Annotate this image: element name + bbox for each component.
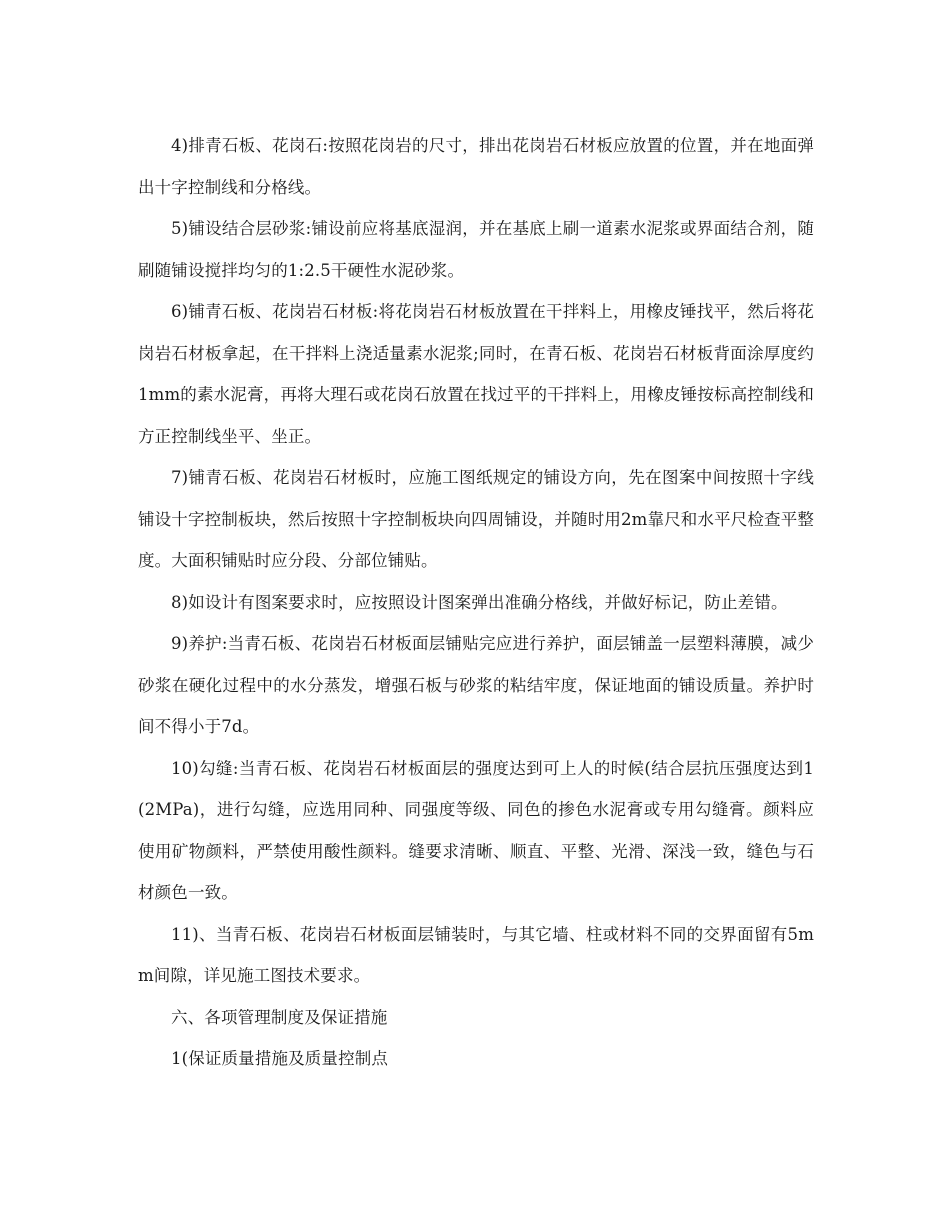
paragraph-step-7: 7)铺青石板、花岗岩石材板时，应施工图纸规定的铺设方向，先在图案中间按照十字线铺设十字控制板块，然后按照十字控制板块向四周铺设，并随时用2m靠尺和水平尺检查平整度。大面积铺贴时应分段、分部位铺贴。 — [138, 468, 814, 570]
subsection-heading: 1(保证质量措施及质量控制点 — [171, 1049, 389, 1068]
document-body — [138, 125, 814, 1080]
paragraph-step-11: 11)、当青石板、花岗岩石材板面层铺装时，与其它墙、柱或材料不同的交界面留有5mm间隙，详见施工图技术要求。 — [138, 924, 814, 985]
paragraph-step-10: 10)勾缝:当青石板、花岗岩石材板面层的强度达到可上人的时候(结合层抗压强度达到1(2MPa)，进行勾缝，应选用同种、同强度等级、同色的掺色水泥膏或专用勾缝膏。颜料应使用矿物颜料，严禁使用酸性颜料。缝要求清晰、顺直、平整、光滑、深浅一致，缝色与石材颜色一致。 — [138, 758, 814, 902]
paragraph-step-9: 9)养护:当青石板、花岗岩石材板面层铺贴完应进行养护，面层铺盖一层塑料薄膜，减少砂浆在硬化过程中的水分蒸发，增强石板与砂浆的粘结牢度，保证地面的铺设质量。养护时间不得小于7d。 — [138, 634, 814, 736]
paragraph-step-4: 4)排青石板、花岗石:按照花岗岩的尺寸，排出花岗岩石材板应放置的位置，并在地面弹出十字控制线和分格线。 — [138, 136, 814, 197]
paragraph-step-6: 6)铺青石板、花岗岩石材板:将花岗岩石材板放置在干拌料上，用橡皮锤找平，然后将花岗岩石材板拿起，在干拌料上浇适量素水泥浆;同时，在青石板、花岗岩石材板背面涂厚度约1mm的素水泥膏，再将大理石或花岗石放置在找过平的干拌料上，用橡皮锤按标高控制线和方正控制线坐平、坐正。 — [138, 302, 814, 446]
paragraph-step-8: 8)如设计有图案要求时，应按照设计图案弹出准确分格线，并做好标记，防止差错。 — [171, 592, 788, 612]
section-heading: 六、各项管理制度及保证措施 — [171, 1007, 388, 1027]
paragraph-step-5: 5)铺设结合层砂浆:铺设前应将基底湿润，并在基底上刷一道素水泥浆或界面结合剂，随刷随铺设搅拌均匀的1:2.5干硬性水泥砂浆。 — [138, 219, 814, 280]
